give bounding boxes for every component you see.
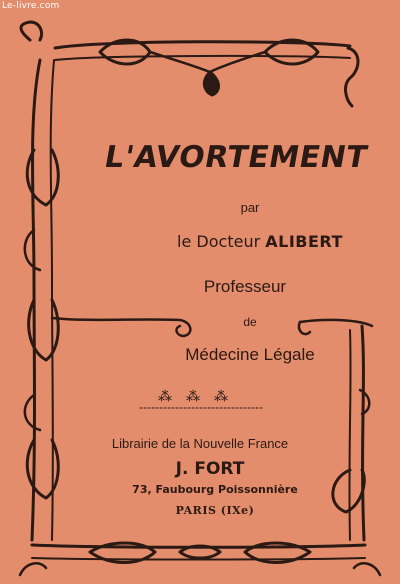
ornament-divider: ⁂⁂⁂: [158, 389, 242, 405]
author-prefix: le Docteur: [177, 232, 261, 251]
publisher-line: Librairie de la Nouvelle France: [111, 436, 289, 451]
watermark: Le-livre.com: [2, 1, 60, 11]
publisher-city: PARIS (IXe): [175, 504, 255, 517]
publisher-address: 73, Faubourg Poissonnière: [132, 483, 298, 496]
author-role: Professeur: [203, 277, 287, 296]
author-line: [130, 232, 390, 251]
author-field: Médecine Légale: [185, 345, 315, 364]
role-connector: de: [243, 315, 257, 329]
by-label: par: [240, 200, 260, 215]
publisher-name: J. FORT: [175, 459, 245, 479]
author-name: ALIBERT: [265, 232, 343, 251]
book-title: L'AVORTEMENT: [101, 140, 371, 175]
